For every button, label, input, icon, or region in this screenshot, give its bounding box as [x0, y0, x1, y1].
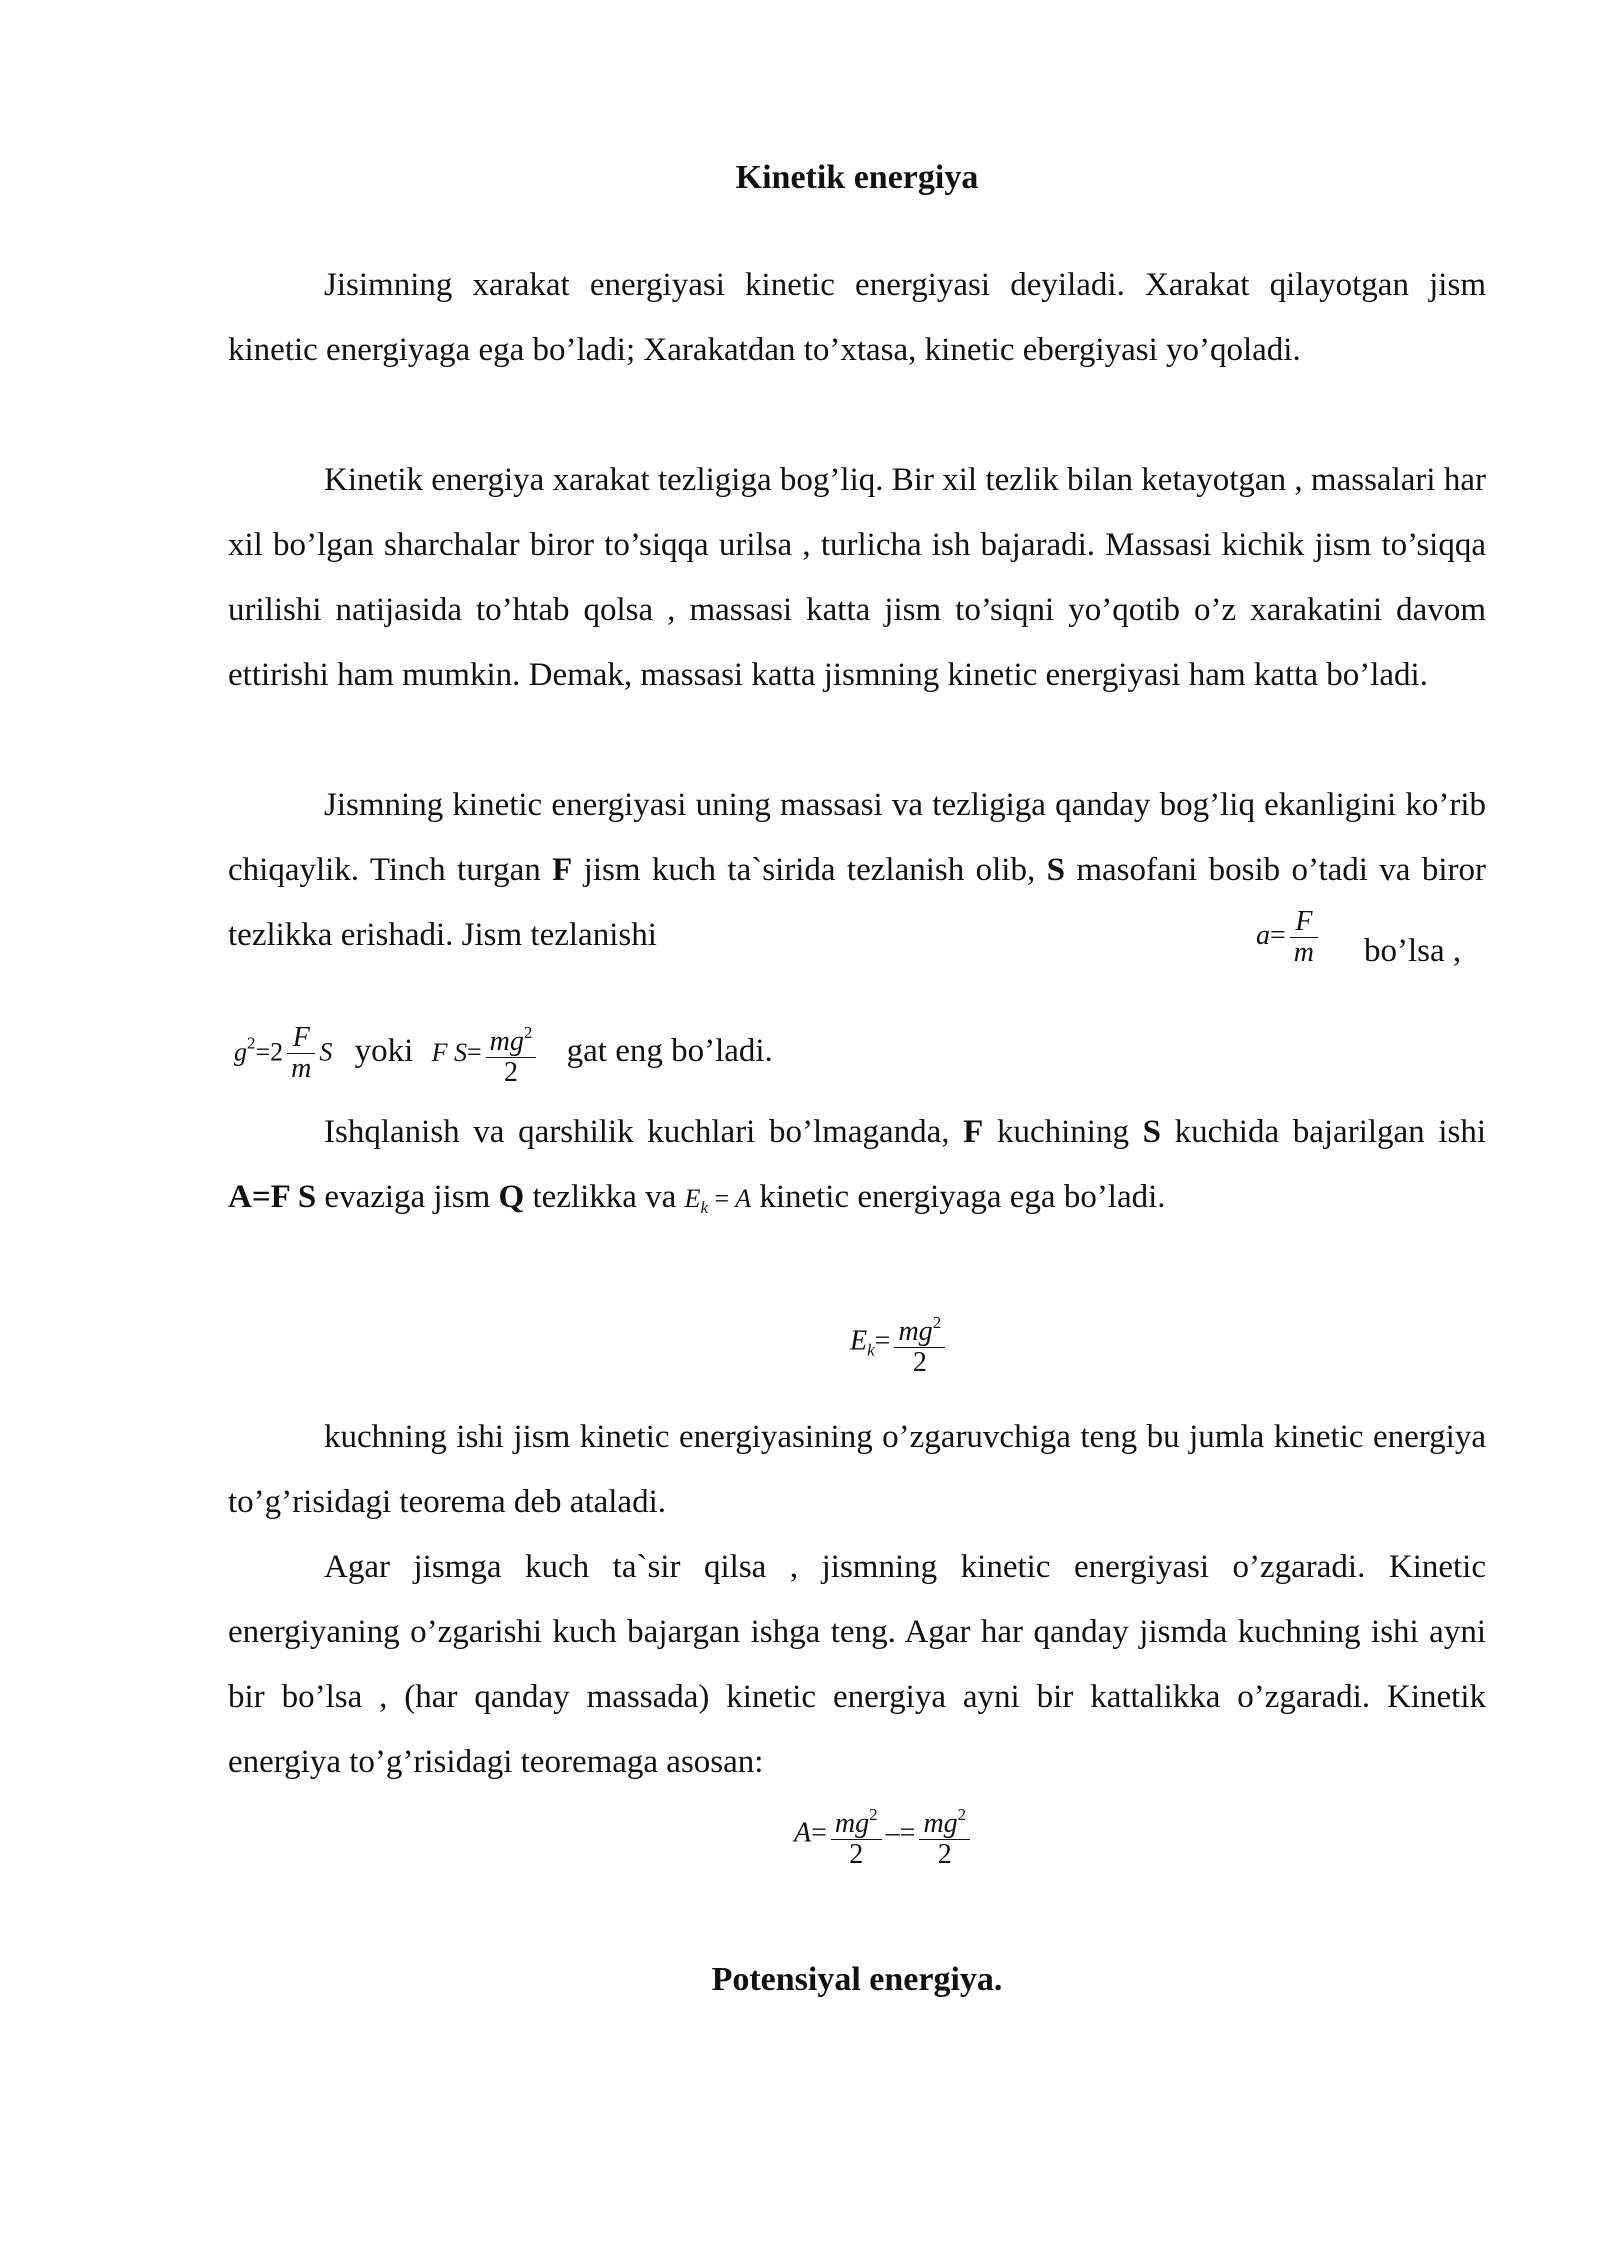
- fraction-mg2-over-2: [486, 1018, 537, 1088]
- math-two: 2: [270, 1037, 284, 1067]
- math-k: k: [867, 1340, 875, 1360]
- denominator: 2: [849, 1839, 864, 1870]
- formula-line-1: [234, 1018, 773, 1088]
- numerator: F: [1290, 907, 1318, 938]
- p4-text-c: kuchida bajarilgan ishi: [1160, 1114, 1487, 1150]
- math-E: E: [684, 1184, 701, 1213]
- denominator: m: [1293, 937, 1315, 968]
- p3-distance-S: S: [1046, 852, 1065, 888]
- math-square: 2: [957, 1805, 967, 1824]
- math-minus: –: [885, 1817, 900, 1849]
- math-eq: =: [899, 1817, 916, 1849]
- math-E: E: [850, 1325, 868, 1357]
- fraction-mg2-over-2: [894, 1308, 945, 1378]
- math-eq: =: [874, 1325, 891, 1357]
- numerator: [919, 1800, 970, 1840]
- fraction-mg2-over-2: [919, 1800, 970, 1870]
- p4-text-f: kinetic energiyaga ega bo’ladi.: [751, 1179, 1166, 1215]
- math-square: 2: [247, 1033, 256, 1053]
- formula-work-theorem: [794, 1800, 974, 1870]
- numerator: F: [287, 1023, 315, 1054]
- numerator: [486, 1018, 537, 1058]
- fraction-F-over-m: [1290, 907, 1318, 968]
- p4-S: S: [1142, 1114, 1161, 1150]
- math-S: S: [319, 1037, 333, 1067]
- page-title: Kinetik energiya: [735, 159, 979, 196]
- numerator: [831, 1800, 882, 1840]
- p4-Q: Q: [498, 1179, 525, 1215]
- math-k: k: [700, 1198, 708, 1217]
- paragraph-1: Jisimning xarakat energiyasi kinetic energiyasi deyiladi. Xarakat qilayotgan jism kinetic energiyaga ega bo’ladi; Xarakatdan to’xtasa, kinetic ebergiyasi yo’qoladi.: [228, 267, 1486, 368]
- paragraph-2: Kinetik energiya xarakat tezligiga bog’liq. Bir xil tezlik bilan ketayotgan , massalari har xil bo’lgan sharchalar biror to’siqqa urilsa , turlicha ish bajaradi. Massasi kichik jism to’siqqa urilishi natijasida to’htab qolsa , massasi katta jism to’siqni yo’qotib o’z xarakatini davom ettirishi ham mumkin. Demak, massasi katta jismning kinetic energiyasi ham katta bo’ladi.: [228, 462, 1486, 693]
- math-square: 2: [523, 1023, 533, 1042]
- p4-text-b: kuchining: [983, 1114, 1143, 1150]
- math-mg: mg: [923, 1808, 958, 1839]
- math-FS: F S: [431, 1037, 467, 1067]
- math-square: 2: [932, 1313, 942, 1332]
- math-A: A: [794, 1817, 812, 1849]
- denominator: 2: [912, 1347, 927, 1378]
- formula-Ek-eq-A: [684, 1184, 752, 1217]
- p4-text-a: Ishqlanish va qarshilik kuchlari bo’lmaganda,: [324, 1114, 964, 1150]
- math-g: g: [234, 1037, 247, 1067]
- math-mg: mg: [834, 1808, 870, 1839]
- p3-force-F: F: [552, 852, 573, 888]
- p3-text-c: masofani bosib o’tadi va biror tezlikka erishadi. Jism tezlanishi: [228, 852, 1486, 953]
- math-eq: =: [255, 1037, 271, 1067]
- p4-AFS: A=F S: [228, 1179, 317, 1215]
- math-square: 2: [869, 1805, 878, 1824]
- denominator: 2: [504, 1057, 518, 1088]
- math-A: A: [735, 1184, 752, 1213]
- fraction-F-over-m: [287, 1023, 315, 1084]
- numerator: [894, 1308, 945, 1348]
- math-eq: =: [714, 1184, 730, 1213]
- formula-kinetic-energy: [850, 1308, 949, 1378]
- fraction-mg2-over-2: [831, 1800, 882, 1870]
- p4-text-d: evaziga jism: [316, 1179, 499, 1215]
- math-eq: =: [466, 1037, 482, 1067]
- document-page: [228, 0, 1486, 2262]
- paragraph-6: Agar jismga kuch ta`sir qilsa , jismning kinetic energiyasi o’zgaradi. Kinetic energiyaning o’zgarishi kuch bajargan ishga teng. Agar har qanday jismda kuchning ishi ayni bir bo’lsa , (har qanday massada) kinetic energiya ayni bir kattalikka o’zgaradi. Kinetik energiya to’g’risidagi teoremaga asosan:: [228, 1549, 1486, 1780]
- math-eq: =: [1270, 919, 1286, 951]
- section-title: Potensiyal energiya.: [711, 1961, 1003, 1998]
- p3-text-d: bo’lsa ,: [1364, 933, 1462, 969]
- p4-text-e: tezlikka va: [524, 1179, 685, 1215]
- p4-F: F: [963, 1114, 984, 1150]
- math-eq: =: [811, 1817, 827, 1849]
- math-mg: mg: [489, 1026, 524, 1057]
- eq-line-tail: gat eng bo’ladi.: [566, 1032, 773, 1069]
- p3-text-a: Jismning kinetic energiyasi uning massasi va tezligiga qanday bog’liq ekanligini ko’rib chiqaylik. Tinch turgan: [228, 787, 1486, 888]
- paragraph-4: [228, 1100, 1486, 1240]
- formula-acceleration: [1256, 907, 1322, 968]
- denominator: 2: [937, 1839, 952, 1870]
- math-a: a: [1256, 919, 1270, 951]
- paragraph-5: kuchning ishi jism kinetic energiyasining o’zgaruvchiga teng bu jumla kinetic energiya to’g’risidagi teorema deb ataladi.: [228, 1419, 1486, 1520]
- p3-text-b: jism kuch ta`sirida tezlanish olib,: [572, 852, 1047, 888]
- math-mg: mg: [898, 1316, 933, 1347]
- denominator: m: [291, 1052, 312, 1084]
- word-yoki: yoki: [354, 1032, 414, 1069]
